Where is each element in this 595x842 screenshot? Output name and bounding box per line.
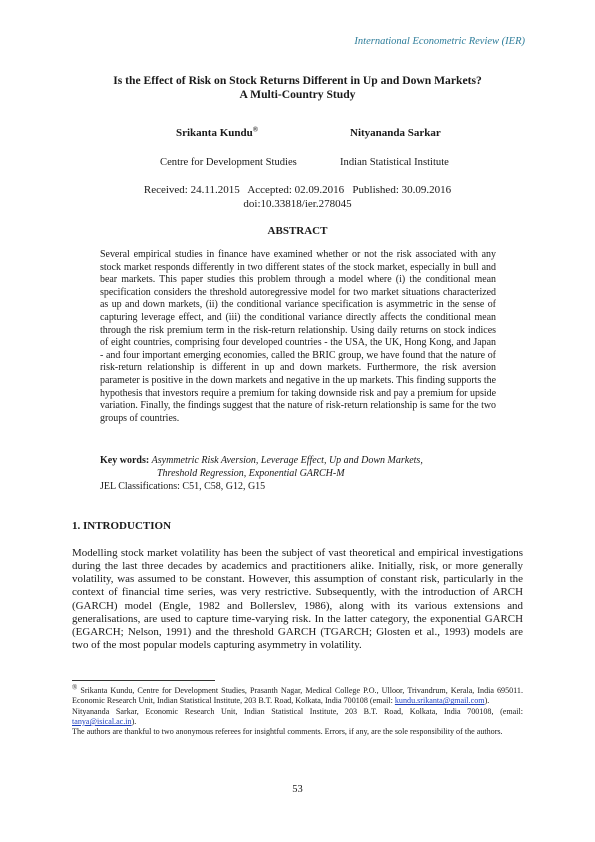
email-link-sarkar[interactable]: tanya@isical.ac.in (72, 716, 132, 726)
footnote-2 (72, 707, 523, 728)
footnote-divider (72, 680, 215, 681)
footnote-2-text: Nityananda Sarkar, Economic Research Unit, Indian Statistical Institute, 203 B.T. Road, Kolkata, India 700108, (email: (72, 706, 523, 716)
keywords-line-2: Threshold Regression, Exponential GARCH-M (157, 467, 345, 479)
author-2: Nityananda Sarkar (350, 127, 441, 139)
footnote-3: The authors are thankful to two anonymous referees for insightful comments. Errors, if any, are the sole responsibility of the authors. (72, 727, 503, 737)
publication-dates (0, 183, 595, 211)
introduction-text: Modelling stock market volatility has been the subject of vast theoretical and empirical investigations during the last three decades by academics and practitioners alike. Initially, risk, or more generally volatility, was assumed to be constant. However, this assumption of constant risk, particularly in the context of financial time series, was very restrictive. Subsequently, with the introduction of ARCH (GARCH) model (Engle, 1982 and Bollerslev, 1986), along with its various extensions and generalisations, are used to capture time-varying risk. In the latter category, the exponential GARCH (EGARCH; Nelson, 1991) and the threshold GARCH (TGARCH; Glosten et al., 1993) models are two of the most popular models capturing asymmetry in volatility. (72, 547, 523, 652)
author-2-affiliation: Indian Statistical Institute (340, 157, 449, 168)
footnotes (72, 683, 524, 737)
paper-title (0, 74, 595, 102)
email-link-kundu[interactable]: kundu.srikanta@gmail.com (394, 696, 485, 706)
footnote-1-text: Srikanta Kundu, Centre for Development Studies, Prasanth Nagar, Medical College P.O., Ulloor, Trivandrum, Kerala, India 695011. Economic Research Unit, Indian Statistical Institute, 203 B.T. Road, Kolkata, India 700108 (email: (72, 686, 524, 706)
footnote-1-tail: ). (484, 696, 490, 706)
author-1-affiliation: Centre for Development Studies (160, 157, 297, 168)
footnote-1 (72, 683, 524, 707)
title-line-2: A Multi-Country Study (239, 88, 356, 101)
corresponding-mark: ® (252, 125, 258, 134)
dates-line: Received: 24.11.2015 Accepted: 02.09.2016 Published: 30.09.2016 (143, 184, 452, 196)
author-1 (176, 127, 258, 139)
keywords-line-1: Asymmetric Risk Aversion, Leverage Effect, Up and Down Markets, (151, 455, 423, 466)
page-number: 53 (292, 784, 303, 795)
journal-name: International Econometric Review (IER) (354, 36, 525, 47)
keywords-block (100, 455, 500, 494)
title-line-1: Is the Effect of Risk on Stock Returns Different in Up and Down Markets? (113, 74, 482, 87)
footnote-2-tail: ). (131, 716, 137, 726)
abstract-heading: ABSTRACT (267, 225, 328, 237)
abstract-text: Several empirical studies in finance have examined whether or not the risk associated with any stock market responds differently in two different states of the stock market, especially in bull and bear markets. This paper studies this problem through a model where (i) the conditional mean specification considers the threshold autoregressive model for two market situations characterized as up and down markets, (ii) the conditional variance specification is asymmetric in the sense of capturing leverage effect, and (iii) the conditional variance directly affects the conditional mean through the risk premium term in the risk-return relationship. Using daily returns on stock indices of eight countries, comprising four developed countries - the USA, the UK, Hong Kong, and Japan - and four important emerging economies, called the BRIC group, we have found that the nature of risk-return relationship is different in up and down markets. Furthermore, the risk aversion parameter is positive in the down markets and negative in the up markets. This finding supports the hypothesis that investors require a premium for taking downside risk and pay a premium for upside variation. Finally, the findings suggest that the nature of risk-return relationship is same for the two groups of countries. (100, 249, 496, 424)
jel-classifications: JEL Classifications: C51, C58, G12, G15 (100, 481, 266, 493)
keywords-label: Key words: (100, 455, 150, 466)
author-1-name: Srikanta Kundu (176, 127, 253, 139)
footnote-mark: ® (72, 683, 78, 692)
doi: doi:10.33818/ier.278045 (243, 198, 352, 210)
section-heading: 1. INTRODUCTION (72, 520, 172, 532)
